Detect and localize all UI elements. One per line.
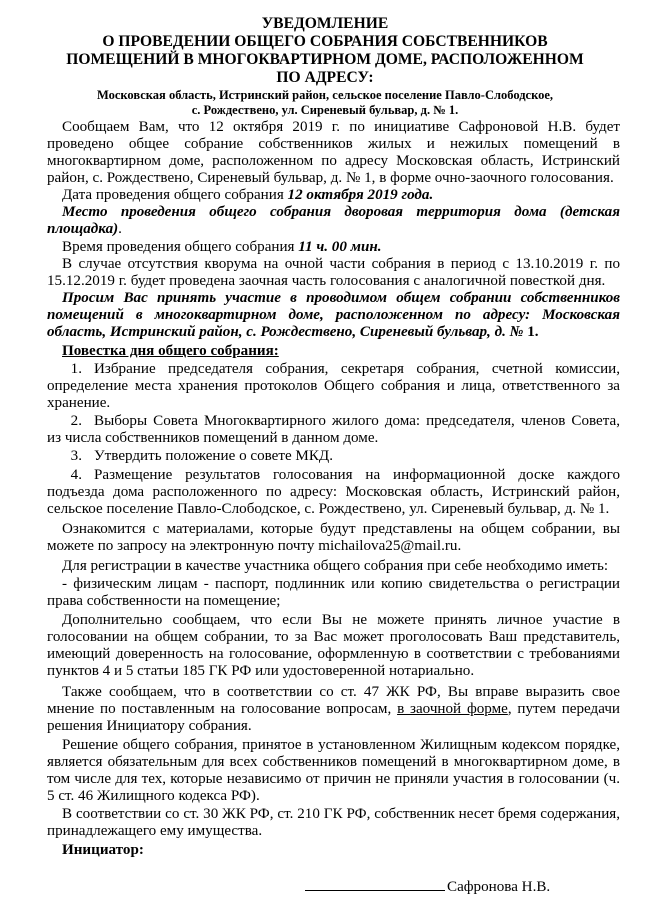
initiator-label: Инициатор: [62, 842, 144, 858]
agenda-item-2 [47, 413, 620, 447]
place-line [47, 204, 620, 238]
time-value: 11 ч. 00 мин. [298, 239, 382, 255]
time-line [47, 239, 620, 256]
place-end: . [118, 221, 122, 238]
invitation-paragraph [47, 290, 620, 341]
title-line-2: О ПРОВЕДЕНИИ ОБЩЕГО СОБРАНИЯ СОБСТВЕННИКОВ [102, 33, 548, 50]
signature-block [305, 876, 550, 896]
burden-paragraph: В соответствии со ст. 30 ЖК РФ, ст. 210 ГК РФ, собственник несет бремя содержания, принадлежащего ему имущества. [47, 806, 620, 840]
signature-name: Сафронова Н.В. [447, 879, 551, 895]
date-value: 12 октября 2019 года. [287, 187, 434, 203]
invitation-end: 1. [527, 324, 539, 341]
agenda-item-text: Размещение результатов голосования на информационной доске каждого подъезда дома расположенного по адресу: Московская область, Истринский район, сельское поселение Павло-Слободское, с. Рождествено, ул. Сиреневый бульвар, д. № 1. [47, 467, 620, 518]
place-label: Место проведения общего собрания [62, 204, 332, 220]
time-label: Время проведения общего собрания [62, 239, 299, 255]
intro-paragraph: Сообщаем Вам, что 12 октября 2019 г. по инициативе Сафроновой Н.В. будет проведено общее собрание собственников жилых и нежилых помещений в многоквартирном доме, расположенном по адресу Московская область, Истринский район, с. Рождествено, Сиреневый бульвар, д. № 1, в форме очно-заочного голосования. [47, 119, 620, 187]
invitation-text: Просим Вас принять участие в проводимом общем собрании собственников помещений в многоквартирном доме, расположенном по адресу: Московская область, Истринский район, с. Рождествено, Сиреневый бульвар, д. № [47, 290, 620, 341]
address-line-1: Московская область, Истринский район, сельское поселение Павло-Слободское, [96, 88, 554, 102]
agenda-title: Повестка дня общего собрания: [62, 343, 279, 359]
title-line-1: УВЕДОМЛЕНИЕ [261, 15, 389, 32]
absentee-before: Также сообщаем, что в соответствии со ст. 47 ЖК РФ, Вы вправе выразить свое мнение по поставленным на голосование вопросам, [47, 684, 620, 718]
signature-line [305, 876, 445, 891]
agenda-item-text: Выборы Совета Многоквартирного жилого дома: председателя, членов Совета, из числа собственников помещений в данном доме. [47, 413, 620, 447]
absentee-paragraph [47, 684, 620, 735]
agenda-item-number: 4. [70, 467, 82, 483]
agenda-item-text: Избрание председателя собрания, секретаря собрания, счетной комиссии, определение места хранения протоколов Общего собрания и лица, ответственного за хранение. [47, 361, 620, 412]
binding-paragraph: Решение общего собрания, принятое в установленном Жилищным кодексом порядке, является обязательным для всех собственников помещений в многоквартирном доме, в том числе для тех, которые независимо от причин не приняли участия в голосовании (ч. 5 ст. 46 Жилищного кодекса РФ). [47, 737, 620, 805]
place-value: дворовая территория дома (детская площадка) [47, 204, 620, 238]
agenda-item-number: 2. [70, 413, 82, 429]
date-line [47, 187, 620, 204]
registration-paragraph: Для регистрации в качестве участника общего собрания при себе необходимо иметь: [62, 558, 609, 574]
title-line-4: ПО АДРЕСУ: [276, 69, 374, 86]
materials-paragraph: Ознакомится с материалами, которые будут представлены на общем собрании, вы можете по запросу на электронную почту michailova25@mail.ru. [47, 521, 620, 555]
agenda-item-3 [47, 448, 620, 465]
agenda-item-number: 1. [70, 361, 82, 377]
agenda-item-number: 3. [70, 448, 82, 464]
date-label: Дата проведения общего собрания [62, 187, 288, 203]
agenda-item-text: Утвердить положение о совете МКД. [94, 448, 333, 464]
no-quorum-paragraph: В случае отсутствия кворума на очной части собрания в период с 13.10.2019 г. по 15.12.2019 г. будет проведена заочная часть голосования с аналогичной повесткой дня. [47, 256, 620, 290]
representative-paragraph: Дополнительно сообщаем, что если Вы не можете принять личное участие в голосовании на общем собрании, то за Вас может проголосовать Ваш представитель, имеющий доверенность на голосование, оформленную в соответствии с требованиями пунктов 4 и 5 статьи 185 ГК РФ или удостоверенной нотариально. [47, 612, 620, 680]
absentee-after: , путем передачи решения Инициатору собрания. [47, 701, 620, 735]
absentee-form: в заочной форме [397, 701, 508, 718]
title-line-3: ПОМЕЩЕНИЙ В МНОГОКВАРТИРНОМ ДОМЕ, РАСПОЛОЖЕННОМ [66, 51, 584, 68]
agenda-item-1 [47, 361, 620, 412]
individuals-paragraph: - физическим лицам - паспорт, подлинник или копию свидетельства о регистрации права собственности на помещение; [47, 576, 620, 610]
address-line-2: с. Рождествено, ул. Сиреневый бульвар, д. № 1. [191, 103, 459, 117]
agenda-item-4 [47, 467, 620, 518]
